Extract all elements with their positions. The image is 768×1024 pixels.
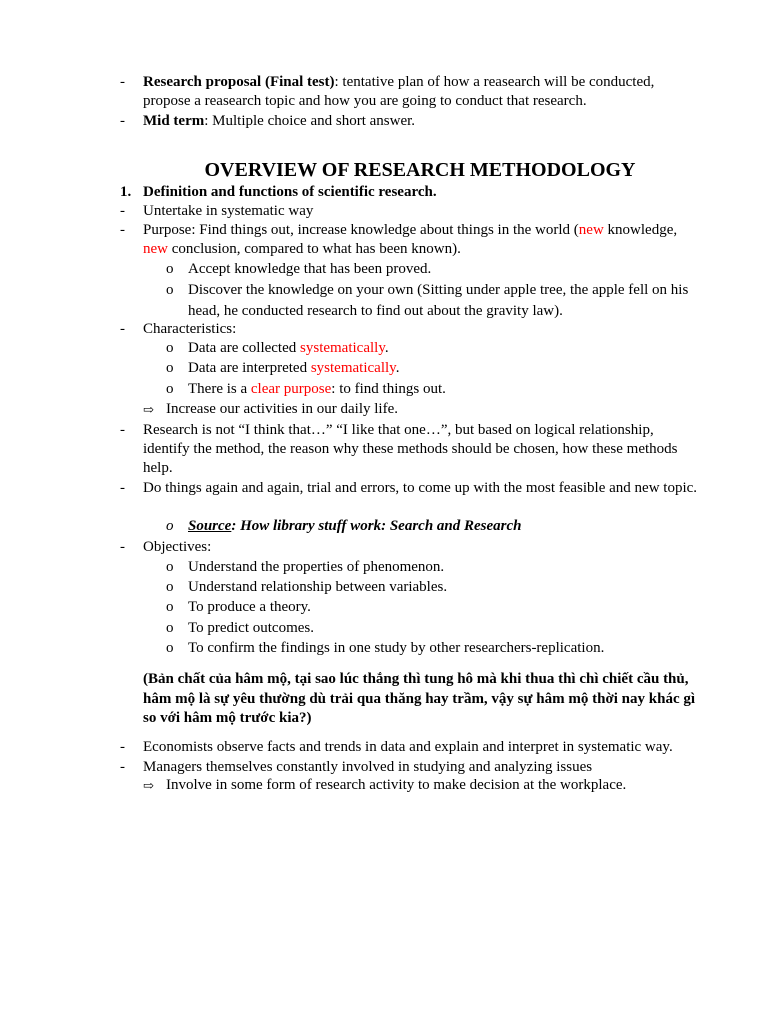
list-item-text: Do things again and again, trial and errors, to come up with the most feasible and new topic. bbox=[143, 480, 698, 496]
text-part: . bbox=[395, 360, 400, 376]
bullet-dash: - bbox=[120, 74, 125, 90]
list-item-text: Objectives: bbox=[143, 539, 212, 555]
bullet-dash: - bbox=[120, 480, 125, 496]
arrow-item-text: Increase our activities in our daily life. bbox=[166, 401, 398, 417]
bullet-dash: - bbox=[120, 422, 125, 438]
bullet-circle: o bbox=[166, 261, 174, 277]
sub-item-text: Accept knowledge that has been proved. bbox=[188, 261, 432, 277]
text-part: Data are collected bbox=[188, 340, 301, 356]
bullet-circle: o bbox=[166, 381, 174, 397]
bullet-circle: o bbox=[166, 340, 174, 356]
text-part: conclusion, compared to what has been known). bbox=[168, 241, 461, 257]
text-part: knowledge, bbox=[603, 222, 678, 238]
page-title: OVERVIEW OF RESEARCH METHODOLOGY bbox=[204, 159, 636, 181]
section-title: Definition and functions of scientific research. bbox=[143, 184, 437, 200]
bullet-circle: o bbox=[166, 518, 174, 534]
list-item-text: Untertake in systematic way bbox=[143, 203, 314, 219]
intro-item-desc: : Multiple choice and short answer. bbox=[204, 113, 416, 129]
sub-item-text: Discover the knowledge on your own (Sitting under apple tree, the apple fell on his head, he conducted research to find out about the gravity law). bbox=[188, 282, 689, 319]
text-part: . bbox=[384, 340, 389, 356]
list-item-text: Managers themselves constantly involved in studying and analyzing issues bbox=[143, 759, 593, 775]
intro-item-desc: : tentative plan of how a reasearch will be conducted, propose a reasearch topic and how you are going to conduct that research. bbox=[143, 74, 655, 109]
sub-item-text bbox=[188, 380, 700, 399]
list-item-text bbox=[143, 221, 700, 259]
vietnamese-note: (Bản chất của hâm mộ, tại sao lúc thắng thì tung hô mà khi thua thì chì chiết cầu thủ, hâm mộ là sự yêu thường dù trải qua thăng hay trầm, vậy sự hâm mộ thời nay khác gì so với hâm mộ trước kia?) bbox=[143, 671, 696, 726]
intro-item-text bbox=[143, 73, 700, 111]
bullet-dash: - bbox=[120, 759, 125, 775]
list-item-text: Characteristics: bbox=[143, 321, 237, 337]
bullet-circle: o bbox=[166, 640, 174, 656]
intro-item-label: Mid term bbox=[143, 113, 205, 129]
bullet-circle: o bbox=[166, 579, 174, 595]
sub-item-text: To predict outcomes. bbox=[188, 620, 314, 636]
list-item-text: Research is not “I think that…” “I like that one…”, but based on logical relationship, identify the method, the reason why these methods should be chosen, how these methods help. bbox=[143, 422, 678, 476]
bullet-circle: o bbox=[166, 599, 174, 615]
highlight-systematically: systematically bbox=[300, 340, 385, 356]
source-title: : How library stuff work: Search and Research bbox=[231, 518, 522, 534]
intro-item-text bbox=[143, 112, 700, 131]
sub-item-text: To confirm the findings in one study by other researchers-replication. bbox=[188, 640, 605, 656]
sub-item-text: Understand relationship between variables. bbox=[188, 579, 448, 595]
arrow-item-text: Involve in some form of research activity to make decision at the workplace. bbox=[166, 777, 627, 793]
text-part: Data are interpreted bbox=[188, 360, 311, 376]
bullet-dash: - bbox=[120, 539, 125, 555]
intro-item-label: Research proposal (Final test) bbox=[143, 74, 335, 90]
highlight-new: new bbox=[143, 241, 168, 257]
bullet-circle: o bbox=[166, 360, 174, 376]
highlight-systematically: systematically bbox=[310, 360, 396, 376]
highlight-clear-purpose: clear purpose bbox=[250, 381, 332, 397]
text-part: There is a bbox=[188, 381, 251, 397]
list-item-text: Economists observe facts and trends in data and explain and interpret in systematic way. bbox=[143, 739, 673, 755]
bullet-dash: - bbox=[120, 203, 125, 219]
bullet-circle: o bbox=[166, 282, 174, 298]
highlight-new: new bbox=[578, 222, 604, 238]
bullet-dash: - bbox=[120, 321, 125, 337]
sub-item-text: To produce a theory. bbox=[188, 599, 311, 615]
sub-item-text: Understand the properties of phenomenon. bbox=[188, 559, 445, 575]
arrow-right-icon: ⇨ bbox=[143, 778, 154, 793]
text-part: : to find things out. bbox=[331, 381, 446, 397]
bullet-circle: o bbox=[166, 620, 174, 636]
source-label: Source bbox=[188, 518, 232, 534]
sub-item-text bbox=[188, 517, 700, 536]
text-part: Purpose: Find things out, increase knowledge about things in the world ( bbox=[143, 222, 579, 238]
arrow-right-icon: ⇨ bbox=[143, 402, 154, 417]
sub-item-text bbox=[188, 339, 700, 358]
bullet-dash: - bbox=[120, 113, 125, 129]
bullet-dash: - bbox=[120, 739, 125, 755]
bullet-circle: o bbox=[166, 559, 174, 575]
bullet-dash: - bbox=[120, 222, 125, 238]
sub-item-text bbox=[188, 359, 700, 378]
section-number: 1. bbox=[120, 184, 132, 200]
